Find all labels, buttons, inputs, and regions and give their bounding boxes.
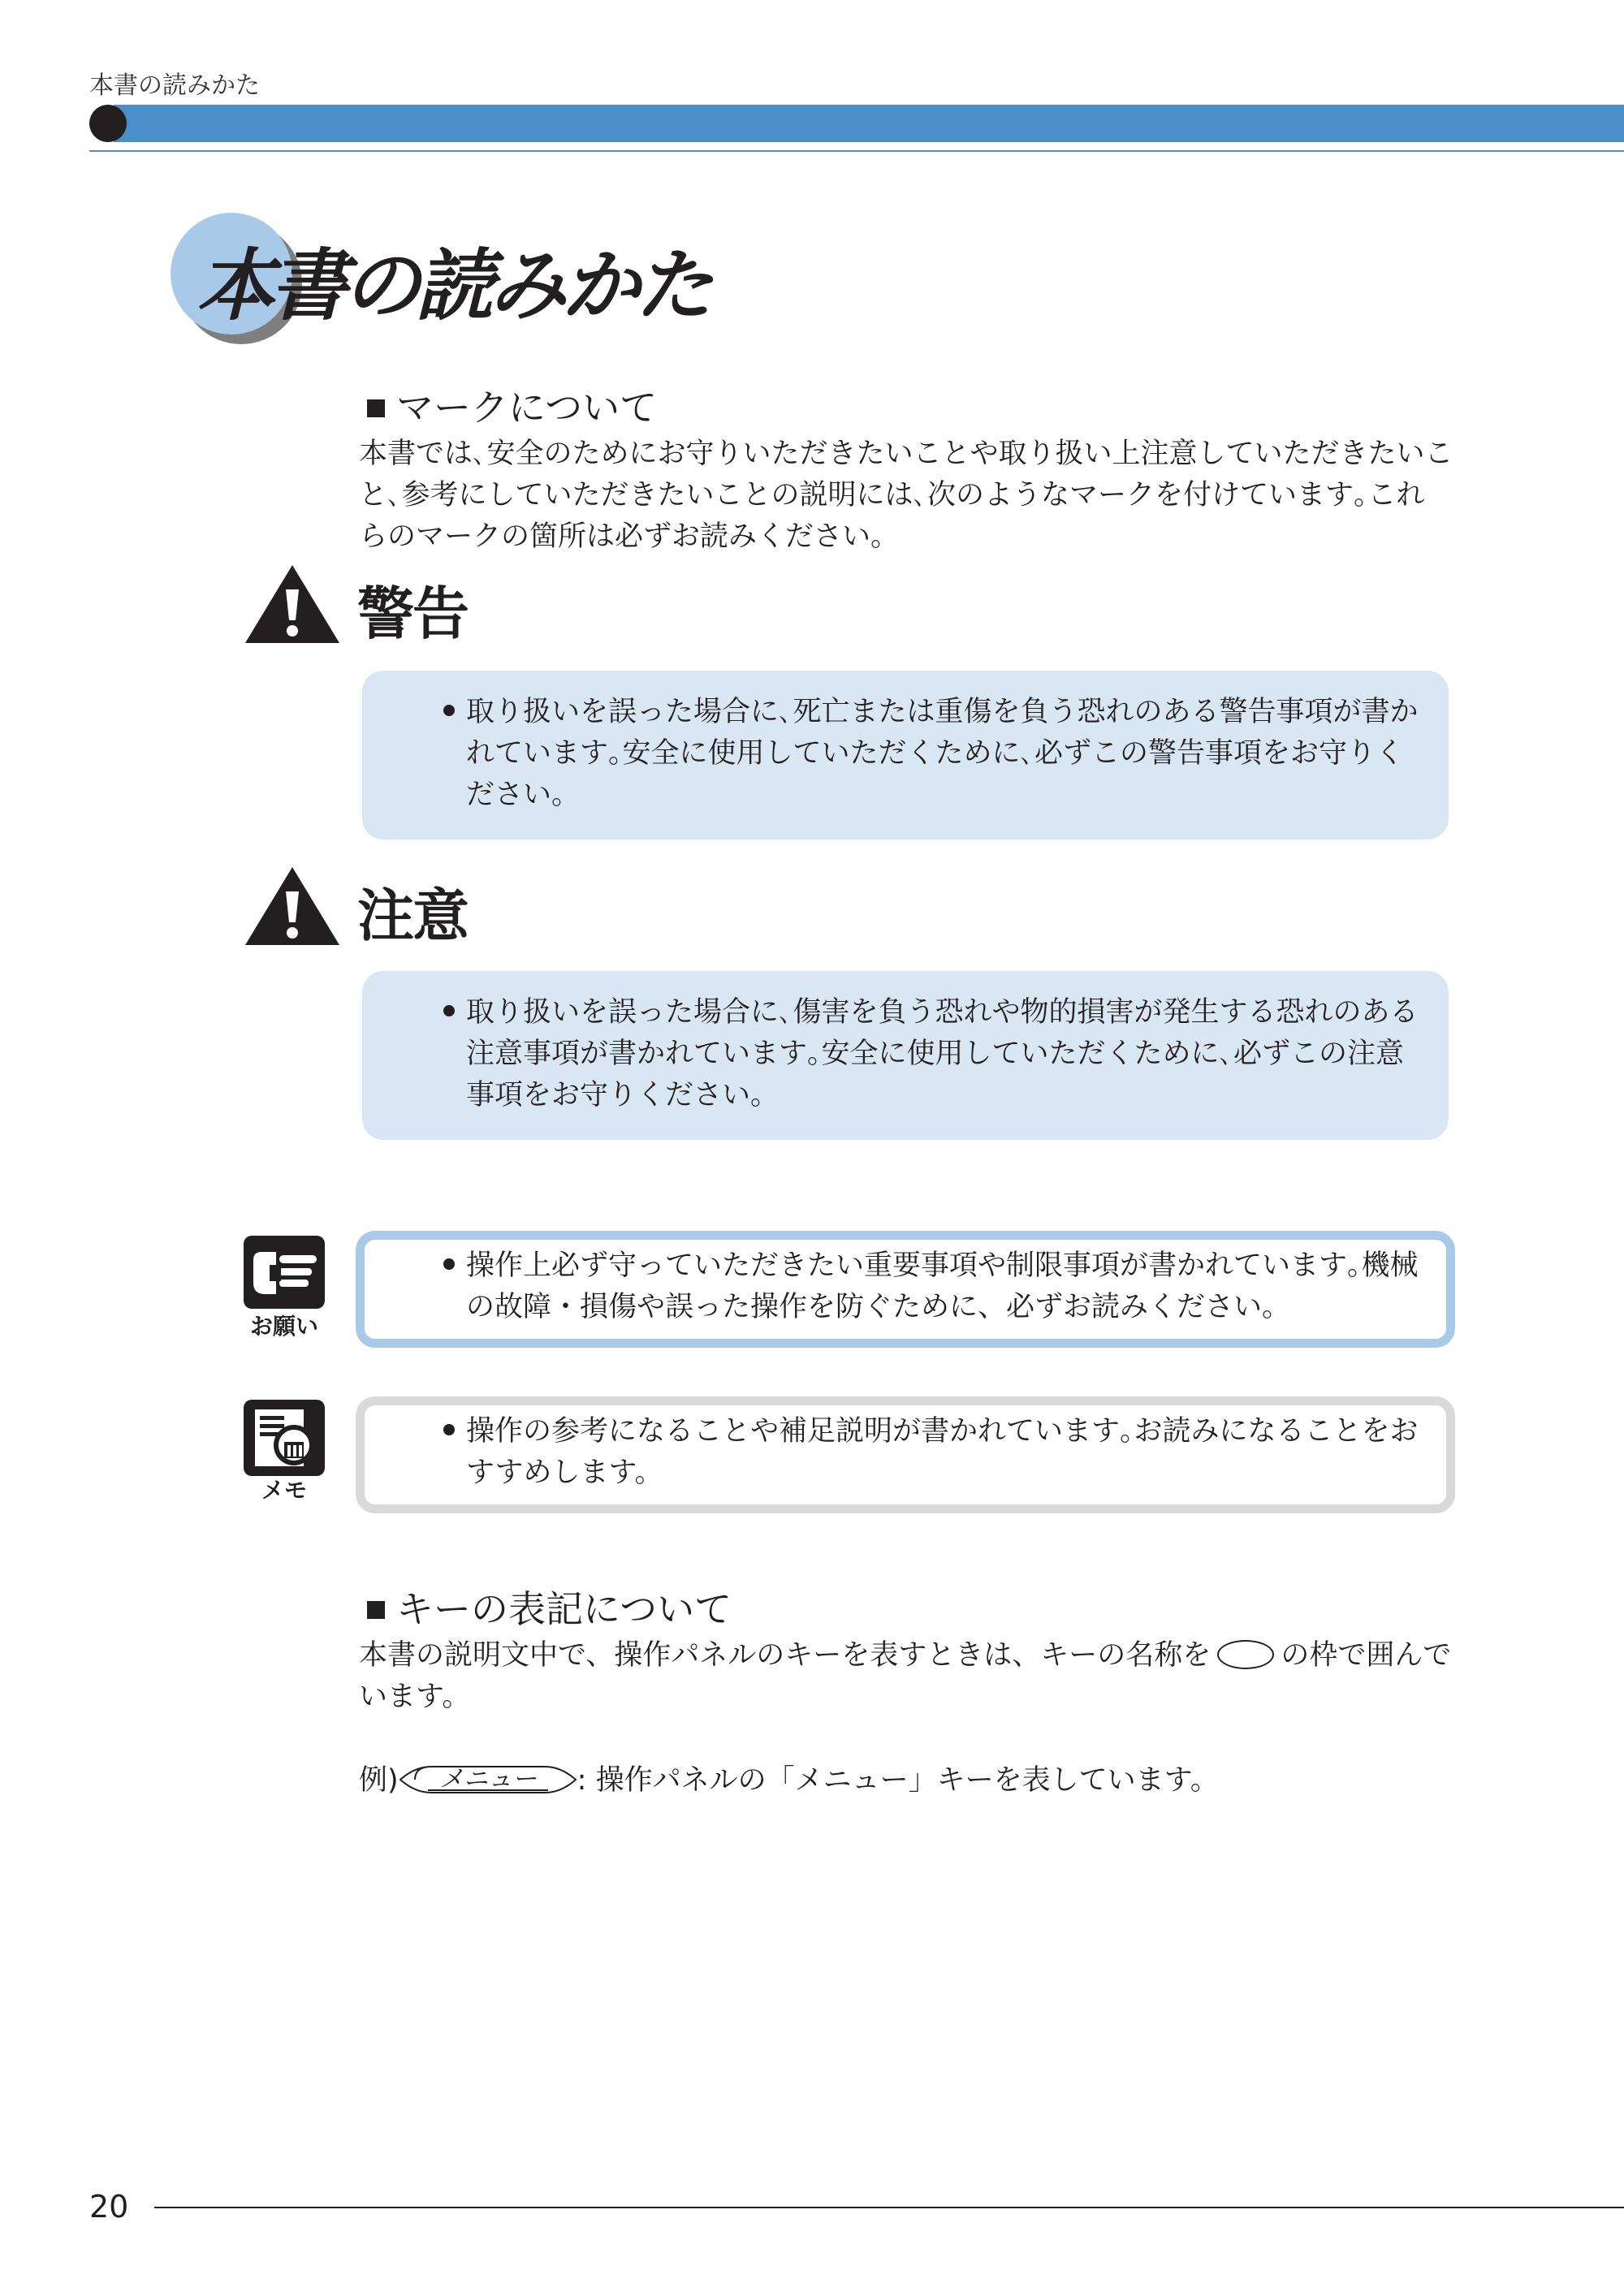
request-line: 操作上必ず守っていただきたい重要事項や制限事項が書かれています｡機械 (443, 1245, 1419, 1287)
running-head: 本書の読みかた (89, 71, 260, 100)
memo-text (443, 1411, 1419, 1494)
mark-section-intro (359, 434, 1453, 558)
header-dot (89, 105, 127, 142)
mark-section-heading (367, 378, 657, 432)
heading-square-icon (367, 399, 385, 417)
page-title: 本書の読みかた (197, 240, 708, 331)
warning-triangle-icon (244, 563, 341, 645)
memo-line: 操作の参考になることや補足説明が書かれています｡お読みになることをお (443, 1411, 1419, 1452)
request-pointing-hand-icon (244, 1236, 325, 1309)
example-prefix: 例) (359, 1764, 399, 1797)
key-section-line: 本書の説明文中で、操作パネルのキーを表すときは、キーの名称を の枠で囲んで (359, 1639, 1452, 1672)
warning-line: ださい｡ (466, 779, 566, 811)
caution-line: 取り扱いを誤った場合に､傷害を負う恐れや物的損害が発生する恐れのある (443, 992, 1419, 1034)
key-section-body (359, 1635, 1451, 1718)
intro-line: らのマークの箇所は必ずお読みください｡ (359, 520, 885, 553)
key-example (359, 1760, 1219, 1802)
header-bar (114, 105, 1624, 142)
heading-square-icon (367, 1601, 385, 1619)
example-suffix: : 操作パネルの「メニュー」キーを表しています。 (577, 1764, 1219, 1797)
bullet-icon (443, 705, 455, 716)
memo-document-icon (244, 1400, 325, 1476)
intro-line: 本書では､安全のためにお守りいただきたいことや取り扱い上注意していただきたいこ (359, 438, 1453, 470)
memo-line: すすめします。 (466, 1457, 663, 1489)
bullet-icon (443, 1005, 455, 1016)
warning-text (443, 692, 1419, 816)
footer-rule (154, 2207, 1624, 2208)
bullet-icon (443, 1424, 455, 1435)
menu-key-label: メニュー (438, 1765, 537, 1793)
caution-triangle-icon (244, 865, 341, 947)
key-oval-icon (1217, 1640, 1274, 1669)
bullet-icon (443, 1258, 455, 1270)
caution-label: 注意 (357, 883, 468, 949)
request-text (443, 1245, 1419, 1328)
intro-line: と､参考にしていただきたいことの説明には､次のようなマークを付けています｡これ (359, 479, 1425, 511)
header-rule (89, 150, 1624, 152)
memo-icon-caption: メモ (261, 1477, 307, 1504)
caution-line: 注意事項が書かれています｡安全に使用していただくために､必ずこの注意 (466, 1038, 1405, 1070)
warning-line: れています｡安全に使用していただくために､必ずこの警告事項をお守りく (466, 737, 1405, 770)
warning-label: 警告 (357, 580, 468, 647)
request-icon-caption: お願い (249, 1313, 318, 1340)
page-number: 20 (89, 2189, 129, 2225)
key-section-heading (367, 1580, 732, 1634)
key-section-line: います。 (359, 1681, 471, 1713)
key-section-heading-text: キーの表記について (396, 1587, 732, 1631)
mark-section-heading-text: マークについて (396, 386, 658, 429)
warning-line: 取り扱いを誤った場合に､死亡または重傷を負う恐れのある警告事項が書か (443, 692, 1419, 733)
request-line: の故障・損傷や誤った操作を防ぐために、必ずお読みください。 (466, 1291, 1291, 1323)
caution-text (443, 992, 1419, 1116)
caution-line: 事項をお守りください｡ (466, 1079, 765, 1111)
menu-key-icon (399, 1763, 577, 1796)
